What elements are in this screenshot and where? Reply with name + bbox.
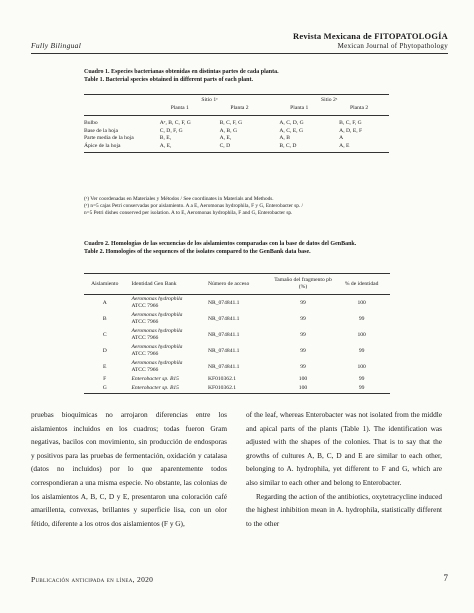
table1-plant-header: Planta 1	[290, 104, 309, 111]
table-row	[84, 295, 390, 312]
table2-accession: NR_074841.1	[207, 299, 240, 306]
table1-caption	[84, 69, 389, 84]
body-column-right	[246, 408, 442, 530]
journal-header	[293, 31, 448, 51]
table1-cell: A	[339, 135, 344, 142]
table-row	[84, 343, 390, 359]
table2-accession: KF010362.1	[207, 385, 237, 391]
table2-header: Número de acceso	[207, 280, 250, 287]
table2-strain: ATCC 7966	[131, 319, 159, 325]
table2-accession: NR_074841.1	[207, 315, 240, 322]
table2-species: Aeromonas hydrophila	[131, 328, 183, 334]
table1-cell: A, B	[279, 135, 290, 142]
page-number: 7	[443, 573, 448, 583]
table2-identity: 100	[357, 331, 366, 338]
table-row	[84, 384, 390, 394]
table2-id: A	[102, 299, 107, 306]
journal-subtitle: Mexican Journal of Phytopathology	[337, 42, 448, 50]
table2	[84, 273, 390, 394]
table1-part: Parte media de la hoja	[84, 135, 134, 142]
table1-notes	[84, 196, 394, 218]
table1-site2: Sitio 2ᶻ	[321, 97, 338, 104]
table2-accession: KF010362.1	[207, 376, 237, 382]
table1-site1: Sitio 1ᶻ	[201, 97, 218, 104]
table2-id: E	[103, 363, 107, 370]
table1-note: n=5 Petri dishes conserved per isolation. A to E, Aeromonas hydrophila, F and G, Enterobacter sp.	[84, 210, 293, 217]
table2-strain: ATCC 7966	[131, 367, 159, 373]
table-row	[84, 327, 390, 343]
table1-part: Ápice de la hoja	[84, 142, 121, 149]
table-row	[84, 135, 389, 143]
table1-plant-header: Planta 2	[230, 104, 249, 111]
table2-id: G	[102, 385, 107, 391]
table2-identity: 100	[357, 363, 366, 370]
body-paragraph: of the leaf, whereas Enterobacter was not isolated from the middle and apical parts of the plants (Table 1). The identification was adjusted with the shapes of the colonies. That is to say that the growths of cultures A, B, C, D and E are similar to each other, belonging to A. hydrophila, yet different to F and G, which are also similar to each other and belong to Enterobacter.	[246, 410, 442, 487]
table2-caption	[84, 241, 394, 256]
table1-note: (ᶻ) Ver coordenadas en Materiales y Métodos / See coordinates in Materials and Methods.	[84, 196, 274, 202]
table2-size: 99	[300, 331, 306, 338]
table2-id: B	[102, 315, 107, 322]
table2-identity: 99	[358, 385, 365, 391]
table2-size: 100	[298, 385, 308, 391]
table2-species: Aeromonas hydrophila	[131, 296, 183, 302]
table-row	[84, 375, 390, 384]
table2-caption-en: Table 2. Homologies of the sequences of the isolates compared to the GenBank data base.	[84, 248, 311, 255]
table1-caption-es: Cuadro 1. Especies bacterianas obtenidas en distintas partes de cada planta.	[84, 69, 279, 75]
table1-cell: A, E,	[219, 135, 232, 142]
table1-cell: A, B, G	[219, 127, 237, 134]
table1-cell: C, D, F, G	[159, 127, 183, 134]
table-row	[84, 311, 390, 327]
journal-title: Revista Mexicana de FITOPATOLOGÍA	[293, 31, 448, 41]
table2-accession: NR_074841.1	[207, 331, 240, 338]
table1-part: Bulbo	[84, 120, 98, 127]
body-column-left: pruebas bioquímicas no arrojaron diferencias entre los aislamientos incluidos en los cuadros; todas fueron Gram negativas, bacilos con movimiento, sin producción de endosporas y positivos para las pruebas de fermentación, oxidación y catalasa (datos no incluidos) por lo que aparentemente todos correspondieran a una misma especie. No obstante, las colonias de los aislamientos A, B, C, D y E, presentaron una coloración café amarillenta, convexas, brillantes y superficie lisa, con un olor fétido, diferente a los otros dos aislamientos (F y G),	[31, 410, 227, 528]
table2-id: F	[103, 376, 107, 382]
table1-cell: A, E	[339, 142, 350, 149]
table2-species: Enterobacter sp. B15	[131, 385, 179, 391]
table1-cell: A, C, E, G	[279, 127, 303, 134]
table1-plant-header: Planta 1	[170, 104, 189, 111]
table1-cell: A, E,	[159, 142, 172, 149]
footer-publication: Publicación anticipada en línea, 2020	[31, 575, 154, 584]
table1-caption-en: Table 1. Bacterial species obtained in different parts of each plant.	[84, 76, 253, 83]
body-paragraph: Regarding the action of the antibiotics, oxytetracycline induced the highest inhibition mean in A. hydrophila, statistically different to the other	[246, 491, 442, 528]
table2-id: C	[102, 331, 107, 338]
table1-cell: B, C, F, G	[339, 120, 362, 127]
table-row	[84, 359, 390, 375]
table-row	[84, 143, 389, 153]
table2-identity: 99	[358, 315, 365, 322]
table2-size: 99	[300, 363, 306, 370]
table2-species: Aeromonas hydrophila	[131, 344, 183, 350]
table-row	[84, 128, 389, 136]
table1-cell: Aʸ, B, C, F, G	[159, 120, 191, 127]
table1-note: (ʸ) n=5 cajas Petri conservadas por aislamiento. A a E, Aeromonas hydrophila, F y G, Enterobacter sp. /	[84, 203, 304, 210]
table1-cell: B, C, D	[279, 142, 297, 149]
table1-cell: A, D, E, F	[339, 127, 363, 134]
table2-header: % de identidad	[344, 280, 379, 287]
table2-caption-es: Cuadro 2. Homologías de las secuencias de los aislamientos comparadas con la base de datos del GenBank.	[84, 241, 357, 247]
table2-accession: NR_074841.1	[207, 363, 240, 370]
table2-header: Tamaño del fragmento pb (%)	[274, 277, 332, 290]
table1-plant-header: Planta 2	[349, 104, 369, 111]
table2-size: 99	[300, 347, 306, 354]
table2-species: Enterobacter sp. B15	[131, 376, 179, 382]
table2-header: Aislamiento	[91, 280, 119, 287]
table2-size: 100	[298, 376, 308, 382]
table2-accession: NR_074841.1	[207, 347, 240, 354]
table2-id: D	[102, 347, 107, 354]
table1-cell: B, E,	[159, 135, 172, 142]
table2-identity: 100	[357, 299, 366, 306]
table2-strain: ATCC 7966	[131, 351, 159, 357]
table2-size: 99	[300, 299, 306, 306]
table2-strain: ATCC 7966	[131, 303, 159, 309]
table2-identity: 99	[358, 376, 365, 382]
table2-header: Identidad Gen Bank	[131, 280, 177, 287]
header-rule	[31, 53, 448, 54]
running-header-left: Fully Bilingual	[31, 41, 82, 50]
table1-cell: B, C, F, G	[219, 120, 243, 127]
table2-size: 99	[300, 315, 306, 322]
table2-strain: ATCC 7966	[131, 335, 159, 341]
table1	[84, 94, 389, 153]
table2-identity: 99	[358, 347, 365, 354]
table1-part: Base de la hoja	[84, 127, 119, 134]
table1-cell: C, D	[219, 142, 231, 149]
table2-species: Aeromonas hydrophila	[131, 360, 183, 366]
table2-species: Aeromonas hydrophila	[131, 312, 183, 318]
table1-cell: A, C, D, G	[279, 120, 304, 127]
table-row	[84, 120, 389, 128]
